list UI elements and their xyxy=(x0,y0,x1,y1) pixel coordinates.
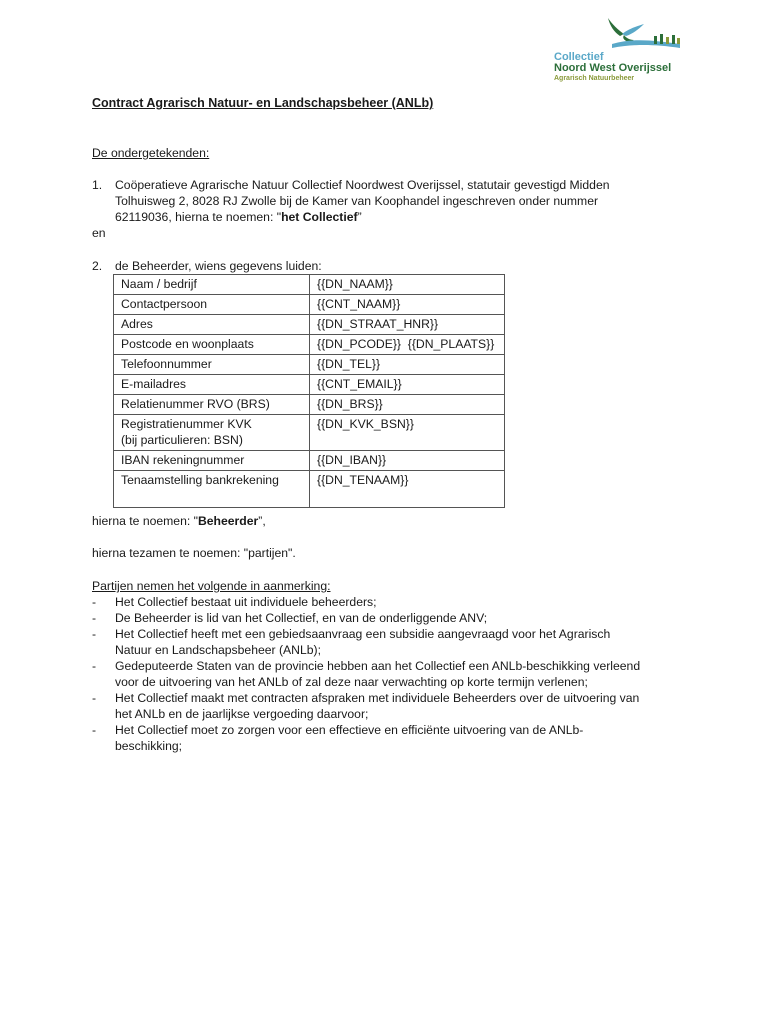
considerations-list xyxy=(92,594,692,754)
field-label: Adres xyxy=(114,315,310,335)
hereafter-beheerder: hierna te noemen: "Beheerder”, xyxy=(92,514,266,528)
considerations-label: Partijen nemen het volgende in aanmerking: xyxy=(92,579,331,593)
party2-intro: de Beheerder, wiens gegevens luiden: xyxy=(115,259,322,273)
table-row xyxy=(114,395,505,415)
table-row xyxy=(114,295,505,315)
field-label: Postcode en woonplaats xyxy=(114,335,310,355)
logo-line-1: Collectief xyxy=(554,51,604,63)
list-item-line: het ANLb en de jaarlijkse vergoeding daarvoor; xyxy=(115,707,369,721)
field-label: Registratienummer KVK (bij particulieren: BSN) xyxy=(114,415,310,451)
list-item-line: Het Collectief moet zo zorgen voor een effectieve en efficiënte uitvoering van de ANLb- xyxy=(115,723,584,737)
field-value: {{DN_TENAAM}} xyxy=(310,471,505,508)
field-value: {{DN_IBAN}} xyxy=(310,451,505,471)
logo-line-3: Agrarisch Natuurbeheer xyxy=(554,75,635,82)
party1-number: 1. xyxy=(92,178,103,192)
field-value: {{DN_PCODE}} {{DN_PLAATS}} xyxy=(310,335,505,355)
field-label: Tenaamstelling bankrekening xyxy=(114,471,310,508)
field-value: {{DN_STRAAT_HNR}} xyxy=(310,315,505,335)
list-item: - Het Collectief heeft met een gebiedsaanvraag een subsidie aangevraagd voor het Agrarisch Natuur en Landschapsbeheer (ANLb); xyxy=(92,626,692,658)
party2-number: 2. xyxy=(92,259,103,273)
list-item: - Het Collectief moet zo zorgen voor een effectieve en efficiënte uitvoering van de ANLb- beschikking; xyxy=(92,722,692,754)
field-value: {{DN_BRS}} xyxy=(310,395,505,415)
field-value: {{DN_NAAM}} xyxy=(310,275,505,295)
hereafter-partijen: hierna tezamen te noemen: "partijen". xyxy=(92,546,296,560)
field-value: {{DN_KVK_BSN}} xyxy=(310,415,505,451)
field-label: Contactpersoon xyxy=(114,295,310,315)
field-label: Relatienummer RVO (BRS) xyxy=(114,395,310,415)
field-label: Telefoonnummer xyxy=(114,355,310,375)
party1-line-2: Tolhuisweg 2, 8028 RJ Zwolle bij de Kamer van Koophandel ingeschreven onder nummer xyxy=(115,194,599,208)
beheerder-term: Beheerder xyxy=(197,514,259,528)
table-row xyxy=(114,451,505,471)
field-value: {{DN_TEL}} xyxy=(310,355,505,375)
list-item-line: voor de uitvoering van het ANLb of zal deze naar verwachting op korte termijn verlenen; xyxy=(115,675,588,689)
collectief-logo xyxy=(552,14,682,84)
list-item: - Gedeputeerde Staten van de provincie hebben aan het Collectief een ANLb-beschikking verleend voor de uitvoering van het ANLb of zal deze naar verwachting op korte termijn verlenen; xyxy=(92,658,692,690)
list-item: - De Beheerder is lid van het Collectief, en van de onderliggende ANV; xyxy=(92,610,692,626)
logo-line-2: Noord West Overijssel xyxy=(554,62,672,74)
party1-line-3: 62119036, hierna te noemen: "het Collectief” xyxy=(115,210,362,224)
list-item: - Het Collectief maakt met contracten afspraken met individuele Beheerders over de uitvoering van het ANLb en de jaarlijkse vergoeding daarvoor; xyxy=(92,690,692,722)
list-item-line: Het Collectief maakt met contracten afspraken met individuele Beheerders over de uitvoering van xyxy=(115,691,640,705)
and-word: en xyxy=(92,226,106,240)
field-label: Naam / bedrijf xyxy=(114,275,310,295)
list-item-line: Gedeputeerde Staten van de provincie hebben aan het Collectief een ANLb-beschikking verleend xyxy=(115,659,641,673)
field-label: IBAN rekeningnummer xyxy=(114,451,310,471)
list-item-line: beschikking; xyxy=(115,739,183,753)
field-value: {{CNT_NAAM}} xyxy=(310,295,505,315)
table-row xyxy=(114,415,505,451)
party1-line-1: Coöperatieve Agrarische Natuur Collectief Noordwest Overijssel, statutair gevestigd Midden xyxy=(115,178,610,192)
document-title: Contract Agrarisch Natuur- en Landschapsbeheer (ANLb) xyxy=(92,96,434,110)
table-row xyxy=(114,315,505,335)
undersigned-label: De ondergetekenden: xyxy=(92,146,210,160)
beheerder-details-table xyxy=(113,274,505,508)
list-item-line: Natuur en Landschapsbeheer (ANLb); xyxy=(115,643,321,657)
table-row xyxy=(114,355,505,375)
table-row xyxy=(114,375,505,395)
bird-landscape-icon xyxy=(602,14,682,54)
list-item: - Het Collectief bestaat uit individuele beheerders; xyxy=(92,594,692,610)
table-row xyxy=(114,275,505,295)
field-value: {{CNT_EMAIL}} xyxy=(310,375,505,395)
collectief-term: het Collectief xyxy=(281,210,358,224)
list-item-line: Het Collectief bestaat uit individuele beheerders; xyxy=(115,595,377,609)
list-item-line: De Beheerder is lid van het Collectief, en van de onderliggende ANV; xyxy=(115,611,488,625)
table-row xyxy=(114,335,505,355)
field-label: E-mailadres xyxy=(114,375,310,395)
table-row xyxy=(114,471,505,508)
list-item-line: Het Collectief heeft met een gebiedsaanvraag een subsidie aangevraagd voor het Agrarisch xyxy=(115,627,611,641)
